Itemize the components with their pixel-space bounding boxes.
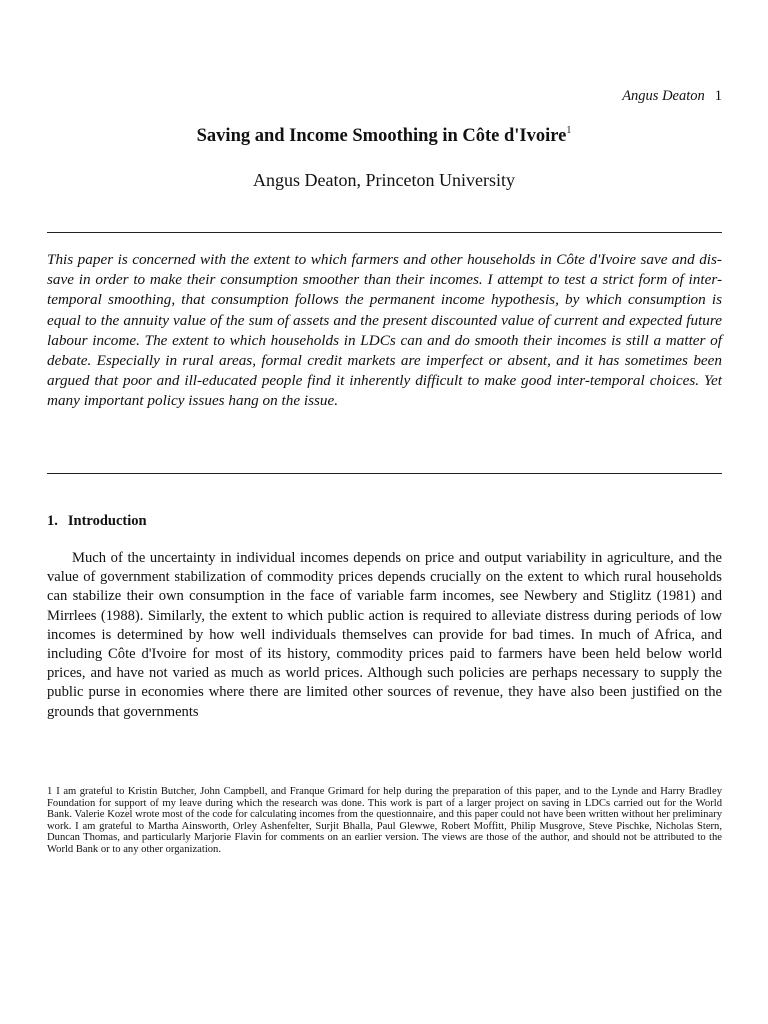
footnote-text: I am grateful to Kristin Butcher, John Campbell, and Franque Grimard for help during the preparation of this paper, and to the Lynde and Harry Bradley Foundation for support of my leave during which the research was done. This work is part of a larger project on saving in LDCs carried out for the World Bank. Valerie Kozel wrote most of the code for calculating incomes from the questionnaire, and this paper could not have been written without her preliminary work. I am grateful to Martha Ainsworth, Orley Ashenfelter, Surjit Bhalla, Paul Glewwe, Robert Moffitt, Philip Musgrove, Steve Pischke, Nicholas Stern, Duncan Thomas, and particularly Marjorie Flavin for comments on an earlier version. The views are those of the author, and should not be attributed to the World Bank or to any other organization. <box>47 786 722 855</box>
abstract-bottom-rule <box>47 473 722 474</box>
title-footnote-mark: 1 <box>566 125 572 136</box>
body-paragraph: Much of the uncertainty in individual incomes depends on price and output variability in agriculture, and the value of government stabilization of commodity prices depends crucially on the extent to which rural households can stabilize their own consumption in the face of variable farm incomes, see Newbery and Stiglitz (1981) and Mirrlees (1988). Similarly, the extent to which public action is required to alleviate distress during periods of low incomes is determined by how well individuals themselves can provide for bad times. In much of Africa, and including Côte d'Ivoire for most of its history, commodity prices paid to farmers have been held below world prices, and have not varied as much as world prices. Although such policies are perhaps necessary to supply the public purse in economies where there are limited other sources of revenue, they have also been justified on the grounds that governments <box>47 550 722 720</box>
abstract: This paper is concerned with the extent to which farmers and other households in Côte d'Ivoire save and dis-save in order to make their consumption smoother than their incomes. I attempt to test a strict form of inter-temporal smoothing, that consumption follows the permanent income hypothesis, by which consumption is equal to the annuity value of the sum of assets and the present discounted value of current and expected future labour income. The extent to which households in LDCs can and do smooth their incomes is still a matter of debate. Especially in rural areas, formal credit markets are imperfect or absent, and it has sometimes been argued that poor and ill-educated people find it inherently difficult to make good inter-temporal choices. Yet many important policy issues hang on the issue. <box>47 251 722 410</box>
footnote <box>47 786 722 856</box>
page-number: 1 <box>714 88 722 104</box>
running-head <box>622 88 722 105</box>
footnote-mark: 1 <box>47 786 53 797</box>
section-heading <box>47 513 147 530</box>
running-head-author: Angus Deaton <box>622 88 705 104</box>
section-number: 1. <box>47 513 58 529</box>
abstract-top-rule <box>47 232 722 233</box>
section-title: Introduction <box>67 513 147 529</box>
author-byline: Angus Deaton, Princeton University <box>253 170 515 190</box>
paper-title <box>0 125 768 147</box>
paper-title-text: Saving and Income Smoothing in Côte d'Ivoire <box>196 126 567 146</box>
